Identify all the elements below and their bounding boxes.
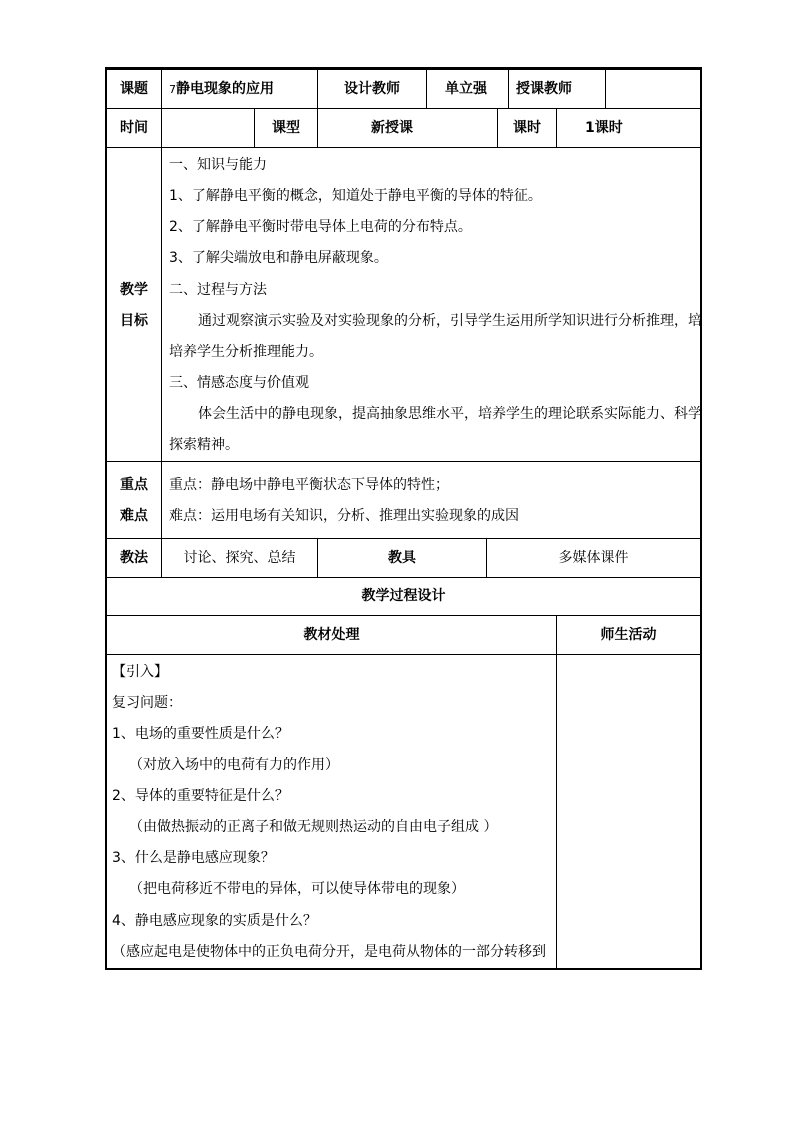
method-value: 讨论、探究、总结 bbox=[183, 550, 296, 566]
tools-label: 教具 bbox=[388, 550, 416, 566]
process-line: （感应起电是使物体中的正负电荷分开，是电荷从物体的一部分转移到 bbox=[112, 944, 546, 960]
type-label: 课型 bbox=[272, 120, 300, 136]
keypoint-text: 重点：静电场中静电平衡状态下导体的特性； bbox=[169, 477, 449, 493]
hours-value: 1课时 bbox=[585, 120, 623, 136]
process-line: 2、导体的重要特征是什么？ bbox=[112, 788, 289, 804]
process-line: （把电荷移近不带电的异体，可以使导体带电的现象） bbox=[129, 881, 465, 897]
teacher-label: 授课教师 bbox=[516, 81, 572, 97]
objective-line: 二、过程与方法 bbox=[169, 282, 267, 298]
difficulty-label: 难点 bbox=[120, 508, 148, 524]
difficulty-text: 难点：运用电场有关知识，分析、推理出实验现象的成因 bbox=[169, 508, 519, 524]
process-line: （对放入场中的电荷有力的作用） bbox=[129, 757, 339, 773]
process-line: 1、电场的重要性质是什么？ bbox=[112, 726, 289, 742]
process-line: 【引入】 bbox=[112, 664, 168, 680]
objectives-label-1: 教学 bbox=[120, 282, 148, 298]
objectives-label-2: 目标 bbox=[120, 313, 148, 329]
course-title bbox=[169, 80, 274, 99]
course-number: 7 bbox=[169, 83, 176, 96]
objective-line: 1、了解静电平衡的概念，知道处于静电平衡的导体的特征。 bbox=[169, 188, 542, 204]
objective-line: 体会生活中的静电现象，提高抽象思维水平，培养学生的理论联系实际能力、科学 bbox=[198, 406, 702, 422]
method-label: 教法 bbox=[120, 550, 148, 566]
objective-line: 探索精神。 bbox=[169, 437, 239, 453]
type-value: 新授课 bbox=[371, 120, 413, 136]
process-line: （由做热振动的正离子和做无规则热运动的自由电子组成 ） bbox=[129, 819, 498, 835]
process-line: 4、静电感应现象的实质是什么？ bbox=[112, 913, 317, 929]
process-line: 3、什么是静电感应现象？ bbox=[112, 850, 275, 866]
objective-line: 2、了解静电平衡时带电导体上电荷的分布特点。 bbox=[169, 219, 472, 235]
keypoint-label: 重点 bbox=[120, 477, 148, 493]
hours-label: 课时 bbox=[513, 120, 541, 136]
objective-line: 培养学生分析推理能力。 bbox=[169, 344, 323, 360]
course-title-text: 静电现象的应用 bbox=[176, 81, 274, 97]
objective-line: 一、知识与能力 bbox=[169, 157, 267, 173]
tools-value: 多媒体课件 bbox=[558, 550, 629, 566]
designer-label: 设计教师 bbox=[344, 81, 400, 97]
activity-column-header: 师生活动 bbox=[600, 627, 657, 643]
process-title: 教学过程设计 bbox=[361, 588, 446, 604]
process-line: 复习问题： bbox=[112, 695, 182, 711]
course-label: 课题 bbox=[120, 81, 148, 97]
material-column-header: 教材处理 bbox=[303, 627, 360, 643]
objective-line: 通过观察演示实验及对实验现象的分析，引导学生运用所学知识进行分析推理，培 bbox=[198, 313, 702, 329]
designer-name: 单立强 bbox=[445, 81, 487, 97]
objective-line: 三、情感态度与价值观 bbox=[169, 375, 309, 391]
objective-line: 3、了解尖端放电和静电屏蔽现象。 bbox=[169, 250, 388, 266]
time-label: 时间 bbox=[120, 120, 148, 136]
